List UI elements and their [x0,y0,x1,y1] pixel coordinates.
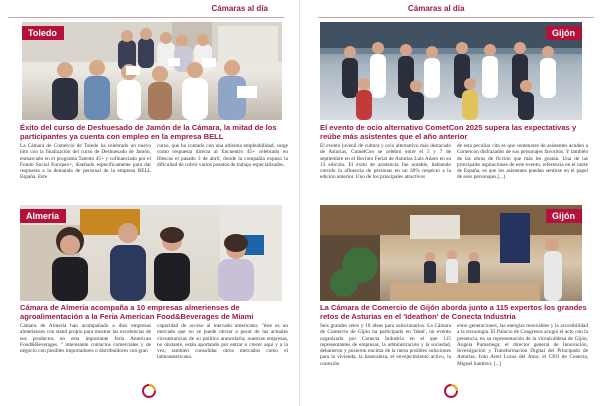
region-tag: Gijón [546,26,582,40]
article-headline[interactable]: El evento de ocio alternativo CometCon 2025 supera las expectativas y reúbe más asistentes que el año anterior [320,123,577,141]
article-headline[interactable]: La Cámara de Comercio de Gijón aborda junto a 115 expertos los grandes retos de Asturias en el 'Ideathon' de Conecta Industria [320,303,587,321]
article-body [20,143,288,181]
toledo-photo [22,22,282,120]
article-column: entre generaciones, las energías renovables y la accesibilidad a la tecnología. El Palacio de Congresos acogió el acto con la presencia, en su representación de la vicealcaldesa de Gijón, Ángela Pumariega; el director general de Innovación, Investigación y Transformación Digital del Principado de Asturias, Iván Aitor Lucas del Amo; el CEO de Conecta, Miguel Santirso; [...] [457,323,588,367]
right-page [300,0,600,406]
cometcon-photo-scene [320,22,582,120]
article-body [320,323,588,367]
right-page-header [304,4,594,16]
page-logo-icon [142,384,156,398]
cometcon-photo [320,22,582,120]
article-column: La Cámara de Comercio de Toledo ha celebrado un nuevo hito con la finalización del curso de Deshuesado de Jamón, enmarcado en el programa Talento 45+ y cofinanciado por el Fondo Social Europeo+, diseñado específicamente para dar respuesta a la demanda de personal de la empresa BELL España. Este [20,143,151,181]
section-title: Cámaras al día [211,4,268,13]
article-column: Seis grandes retos y 18 ideas para solucionarlos. La Cámara de Comercio de Gijón ha participado en 'Ideal', un evento organizado por Conecta Industria en el que 115 representantes de empresas, la administración y la sociedad, debatieron y pusieron encima de la mesa posibles soluciones para la vivienda, la basuraleza, el envejecimiento activo, la conexión [320,323,451,367]
header-rule [318,17,594,18]
left-page-header [8,4,298,16]
ideathon-photo [320,205,582,301]
region-tag: Gijón [546,209,582,223]
article-headline[interactable]: Éxito del curso de Deshuesado de Jamón de la Cámara, la mitad de los participantes ya cuenta con empleo en la empresa BELL [20,123,277,141]
ideathon-photo-scene [320,205,582,301]
article-column: curso, que ha contado con una altísima empleabilidad, surge como respuesta directa al Encuentro 45+ celebrado en Illescas el pasado 3 de abril, donde la compañía expuso la dificultad de cubrir varios puestos de trabajo especializados. [157,143,288,168]
region-tag: Almería [20,209,66,223]
article-body [320,143,588,181]
article-headline[interactable]: Cámara de Almería acompaña a 10 empresas almerienses de agroalimentación a la Feria American Food&Beverages de Miami [20,303,254,321]
article-column: de esta peculiar cita es que centenares de asistentes acuden a Cometcon disfrazados de sus personajes favoritos. Y también de las obras de ficción que más les gustan. Una de las principales aspiraciones de este evento, referencia en el norte de España, es que los asistentes puedan sentirse en el papel de esos personajes.[...] [457,143,588,181]
header-rule [8,17,284,18]
section-title: Cámaras al día [408,4,465,13]
almeria-photo [20,205,282,301]
article-column: Cámara de Almería han acompañado a diez empresas almerienses con stand propio para mostrar las excelencias de sus productos en esta importante feria American Food&Beverages. " interesante contactos comerciales y de negocio con posibles importadores o distribuidores con gran [20,323,151,355]
page-logo-icon [444,384,458,398]
article-column: El evento juvenil de cultura y ocio alternativo más destacado de Asturias, CometCon se celebró entre el 5 y 7 de septiembre en el Recinto Ferial de Asturias Luis Adaro en su 13 edición. El éxito de asistencia fue notable, habiendo crecido la afluencia de personas en un 30% respecto a la edición anterior. Uno de los principales atractivos [320,143,451,181]
article-body [20,323,288,361]
region-tag: Toledo [22,26,64,40]
article-column: capacidad de acceso al mercado americano; "éste es un mercado que no se puede obviar a pesar de las actuales circunstancias de su política arancelaria; nuestras empresas, no obstante, están aportando por entrar o crecer aquí y a la vez, también consolidar otros mercados como el latinoamericano. [157,323,288,361]
